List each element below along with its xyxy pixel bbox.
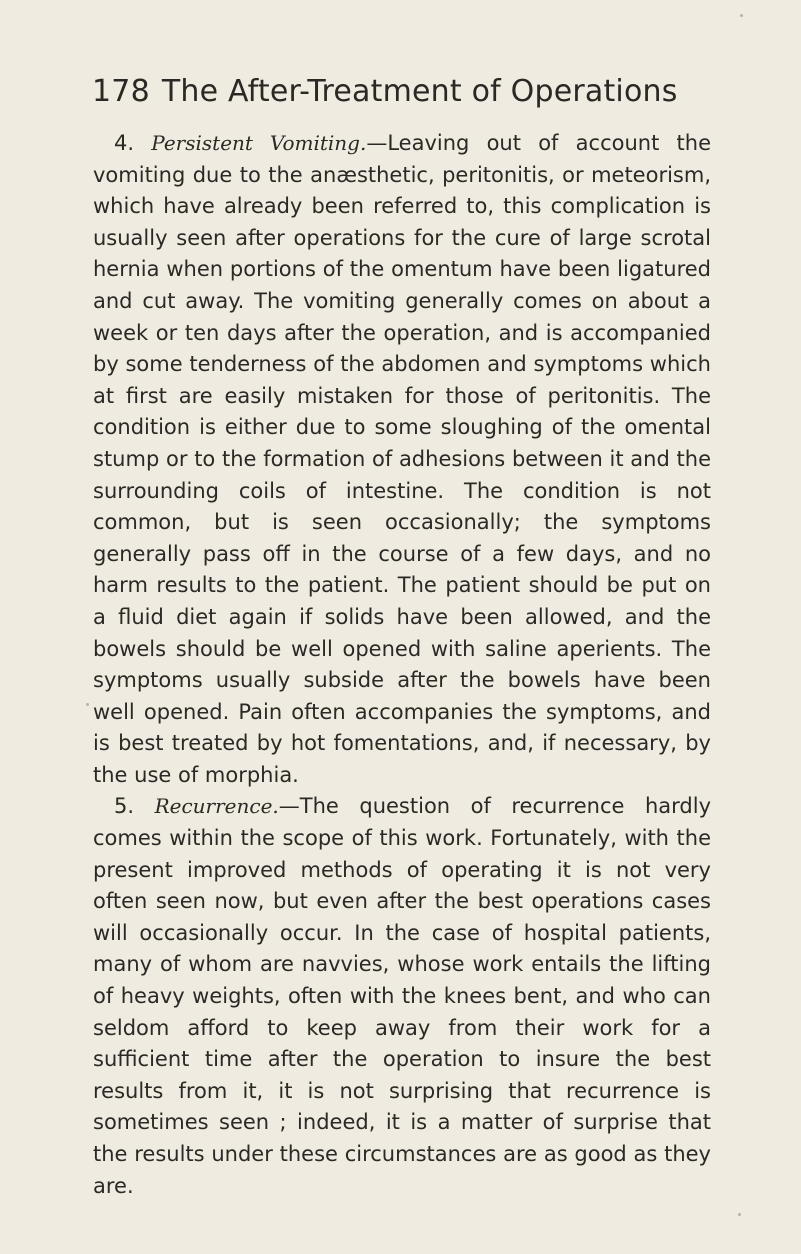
paragraph-text: The question of recurrence hardly comes within the scope of this work. Fortunately, with the present improved methods of operating it is not very often seen now, but even after the best operations cases will occasionally occur. In the case of hospital patients, many of whom are navvies, whose work entails the lifting of heavy weights, often with the knees bent, and who can seldom afford to keep away from their work for a sufficient time after the operation to insure the best results from it, it is not surprising that recurrence is sometimes seen ; indeed, it is a matter of surprise that the results under these circumstances are as good as they are. [93,794,712,1198]
paragraph-text: Leaving out of account the vomiting due to the anæsthetic, peritonitis, or meteorism, which have already been referred to, this complication is usually seen after operations for the cure of large scrotal hernia when portions of the omentum have been ligatured and cut away. The vomiting generally comes on about a week or ten days after the operation, and is accompanied by some tenderness of the abdomen and symptoms which at first are easily mistaken for those of peritonitis. The condition is either due to some sloughing of the omental stump or to the formation of adhesions between it and the surrounding coils of intestine. The condition is not common, but is seen occasionally; the symptoms generally pass off in the course of a few days, and no harm results to the patient. The patient should be put on a fluid diet again if solids have been allowed, and the bowels should be well opened with saline aperients. The symptoms usually subside after the bowels have been well opened. Pain often accompanies the symptoms, and is best treated by hot fomentations, and, if necessary, by the use of morphia. [93,131,712,787]
paragraph-number: 5. [114,794,135,819]
body-text [93,128,711,1202]
running-head [92,72,712,112]
paper-speck [738,1213,741,1216]
em-dash: — [366,131,388,155]
paragraph-heading: Recurrence. [154,794,279,819]
paragraph-persistent-vomiting [93,128,711,791]
paragraph-recurrence [93,791,711,1202]
em-dash: — [278,794,300,819]
paragraph-number: 4. [114,131,135,155]
page-number: 178 [92,74,150,109]
paper-speck [740,14,743,17]
paper-speck [86,703,89,706]
paragraph-heading: Persistent Vomiting. [151,131,367,155]
chapter-title: The After-Treatment of Operations [161,74,678,109]
